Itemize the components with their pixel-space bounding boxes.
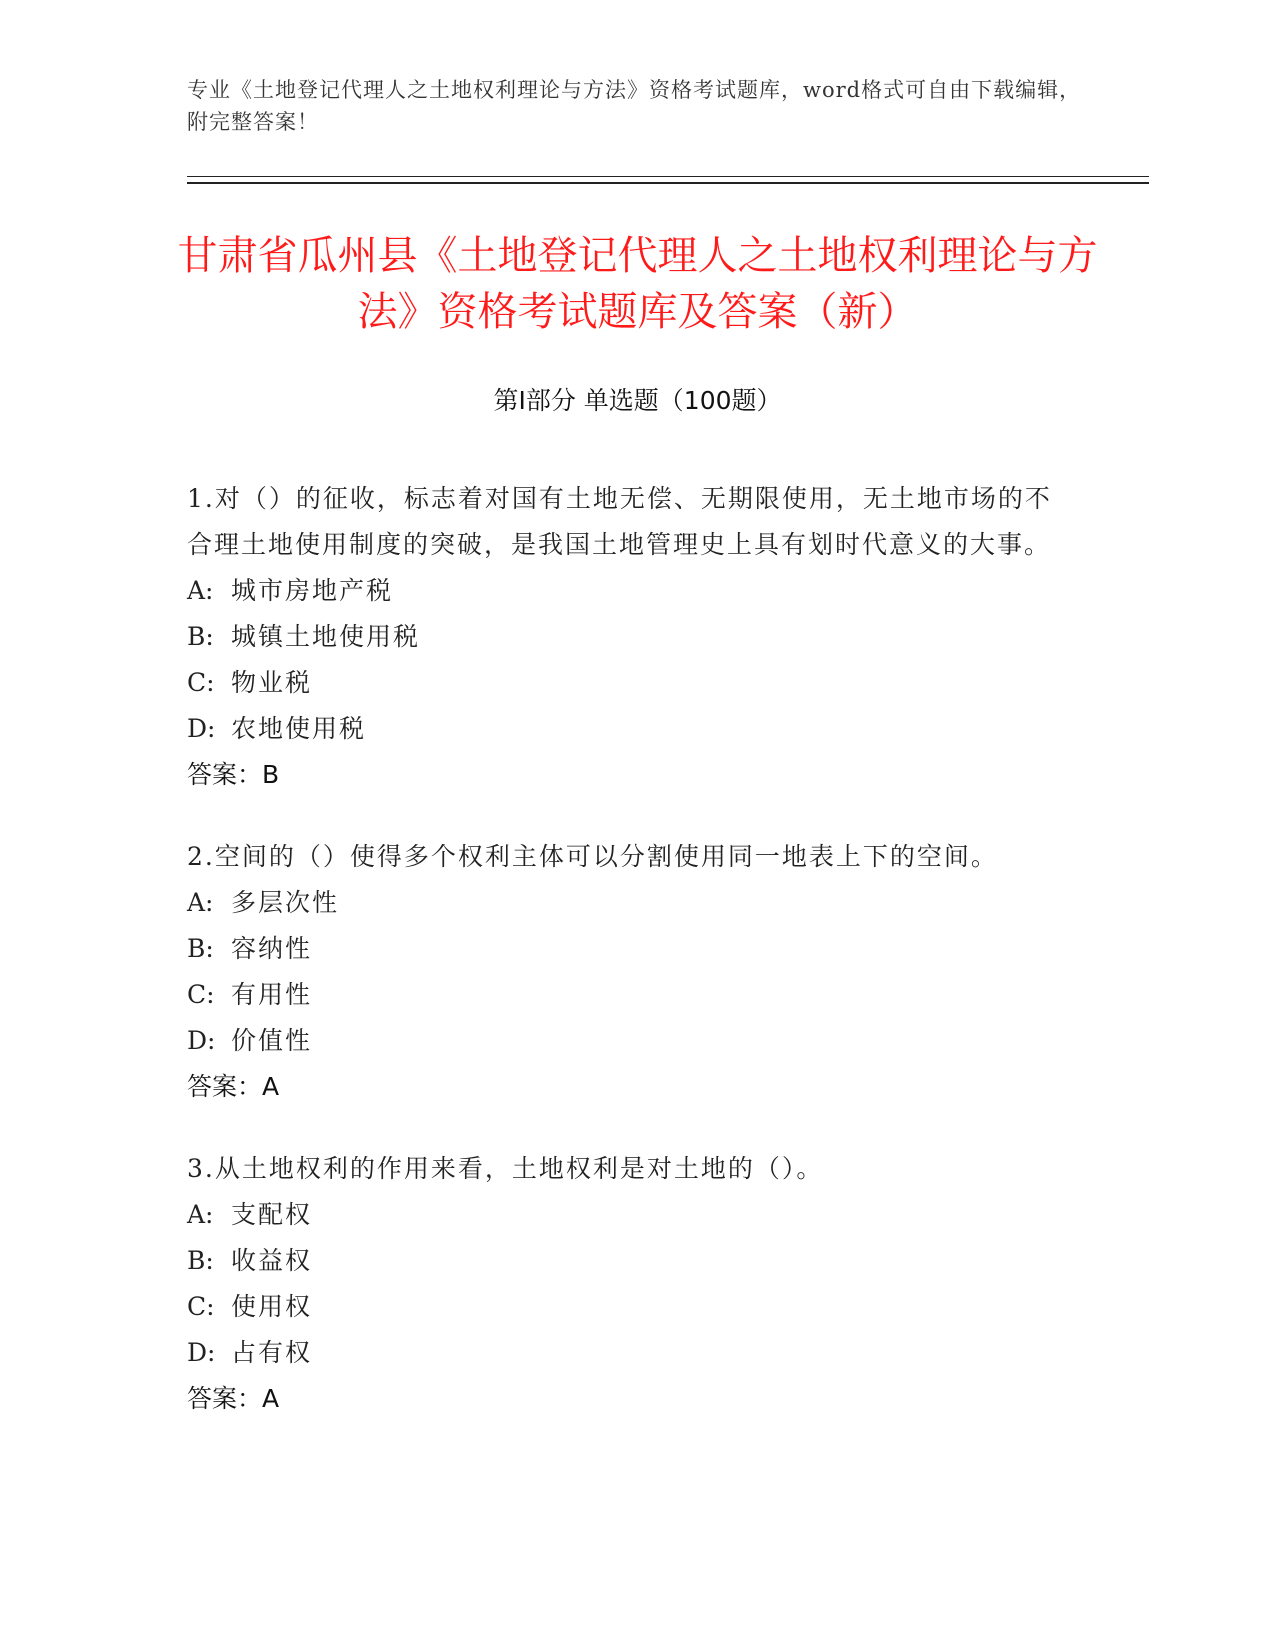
option-text: 城镇土地使用税: [231, 622, 421, 651]
option-letter: A:: [187, 888, 214, 917]
answer: 答案：B: [187, 760, 280, 789]
option-a: [187, 568, 1067, 614]
option-letter: C:: [187, 668, 215, 697]
option-b: [187, 1238, 1067, 1284]
answer: 答案：A: [187, 1072, 280, 1101]
option-text: 占有权: [231, 1338, 313, 1367]
option-letter: D:: [187, 1338, 216, 1367]
option-text: 容纳性: [231, 934, 313, 963]
option-letter: A:: [187, 1200, 214, 1229]
option-text: 使用权: [231, 1292, 313, 1321]
option-c: [187, 660, 1067, 706]
question-text: 2.空间的（）使得多个权利主体可以分割使用同一地表上下的空间。: [187, 842, 998, 871]
option-d: [187, 706, 1067, 752]
option-d: [187, 1330, 1067, 1376]
option-letter: C:: [187, 1292, 215, 1321]
option-letter: B:: [187, 622, 214, 651]
option-text: 有用性: [231, 980, 313, 1009]
option-text: 支配权: [231, 1200, 313, 1229]
option-letter: A:: [187, 576, 214, 605]
option-a: [187, 1192, 1067, 1238]
option-letter: B:: [187, 934, 214, 963]
option-letter: B:: [187, 1246, 214, 1275]
option-b: [187, 614, 1067, 660]
option-text: 城市房地产税: [231, 576, 394, 605]
option-letter: C:: [187, 980, 215, 1009]
section-heading: 第Ⅰ部分 单选题（100题）: [493, 386, 782, 415]
option-text: 多层次性: [231, 888, 340, 917]
document-title: 甘肃省瓜州县《土地登记代理人之土地权利理论与方法》资格考试题库及答案（新）: [177, 233, 1098, 335]
answer: 答案：A: [187, 1384, 280, 1413]
header-divider-thin: [187, 176, 1149, 177]
option-text: 农地使用税: [231, 714, 367, 743]
question-2: [187, 834, 1067, 1110]
question-text: 1.对（）的征收，标志着对国有土地无偿、无期限使用，无土地市场的不合理土地使用制度的突破，是我国土地管理史上具有划时代意义的大事。: [187, 484, 1052, 559]
option-text: 收益权: [231, 1246, 313, 1275]
question-list: [187, 476, 1067, 1458]
option-text: 物业税: [231, 668, 313, 697]
question-3: [187, 1146, 1067, 1422]
question-text: 3.从土地权利的作用来看，土地权利是对土地的（）。: [187, 1154, 824, 1183]
header-note: 专业《土地登记代理人之土地权利理论与方法》资格考试题库，word格式可自由下载编辑，附完整答案！: [187, 78, 1082, 134]
option-c: [187, 972, 1067, 1018]
option-d: [187, 1018, 1067, 1064]
option-letter: D:: [187, 1026, 216, 1055]
option-letter: D:: [187, 714, 216, 743]
option-a: [187, 880, 1067, 926]
option-text: 价值性: [231, 1026, 313, 1055]
option-b: [187, 926, 1067, 972]
question-1: [187, 476, 1067, 798]
option-c: [187, 1284, 1067, 1330]
header-divider-thick: [187, 182, 1149, 184]
